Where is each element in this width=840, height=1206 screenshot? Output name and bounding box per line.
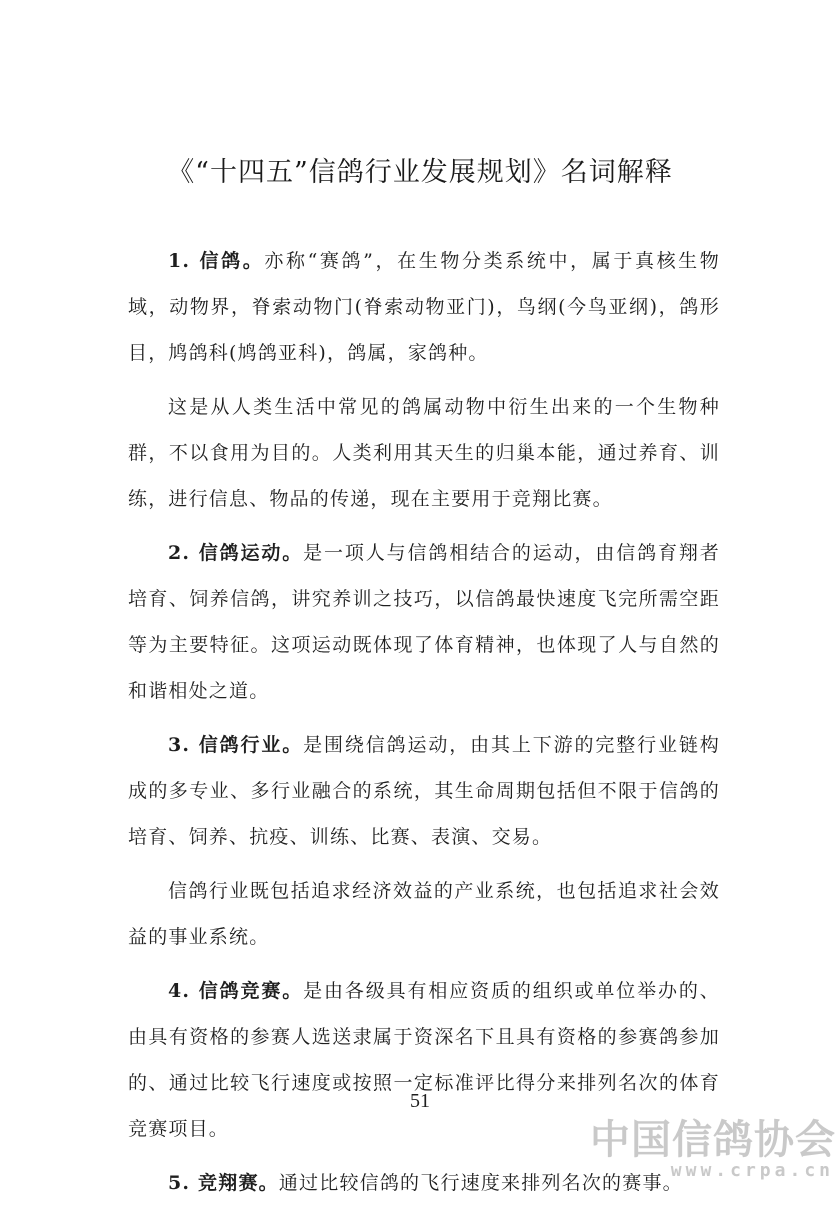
paragraph-text: 这是从人类生活中常见的鸽属动物中衍生出来的一个生物种群，不以食用为目的。人类利用其天生的归巢本能，通过养育、训练，进行信息、物品的传递，现在主要用于竞翔比赛。 — [128, 396, 720, 510]
document-title: 《“十四五”信鸽行业发展规划》名词解释 — [167, 157, 673, 188]
paragraph-text: 信鸽行业既包括追求经济效益的产业系统，也包括追求社会效益的事业系统。 — [128, 880, 720, 948]
paragraph-text: 是一项人与信鸽相结合的运动，由信鸽育翔者培育、饲养信鸽，讲究养训之技巧，以信鸽最快速度飞完所需空距等为主要特征。这项运动既体现了体育精神，也体现了人与自然的和谐相处之道。 — [128, 542, 720, 702]
paragraph-1 — [128, 238, 720, 376]
paragraph-5 — [128, 868, 720, 960]
watermark-logo-text: 中国信鸽协会 — [590, 1117, 836, 1163]
term-label: 4. 信鸽竞赛。 — [168, 980, 304, 1002]
paragraph-3 — [128, 530, 720, 714]
term-label: 2. 信鸽运动。 — [168, 542, 304, 564]
term-label: 3. 信鸽行业。 — [168, 734, 304, 756]
paragraph-7 — [128, 1160, 720, 1206]
term-label: 5. 竞翔赛。 — [168, 1172, 279, 1194]
paragraph-text: 是围绕信鸽运动，由其上下游的完整行业链构成的多专业、多行业融合的系统，其生命周期包括但不限于信鸽的培育、饲养、抗疫、训练、比赛、表演、交易。 — [128, 734, 720, 848]
paragraph-text: 是由各级具有相应资质的组织或单位举办的、由具有资格的参赛人选送隶属于资深名下且具有资格的参赛鸽参加的、通过比较飞行速度或按照一定标准评比得分来排列名次的体育竞赛项目。 — [128, 980, 720, 1140]
paragraph-4 — [128, 722, 720, 860]
paragraph-2 — [128, 384, 720, 522]
paragraph-text: 通过比较信鸽的飞行速度来排列名次的赛事。 — [278, 1172, 683, 1194]
term-label: 1. 信鸽。 — [168, 250, 265, 272]
document-body — [128, 238, 720, 1206]
page-number: 51 — [410, 1090, 430, 1112]
watermark-url: www.crpa.cn — [670, 1160, 834, 1181]
paragraph-text: 亦称“赛鸽”，在生物分类系统中，属于真核生物域，动物界，脊索动物门(脊索动物亚门)，鸟纲(今鸟亚纲)，鸽形目，鸠鸽科(鸠鸽亚科)，鸽属，家鸽种。 — [128, 250, 721, 364]
